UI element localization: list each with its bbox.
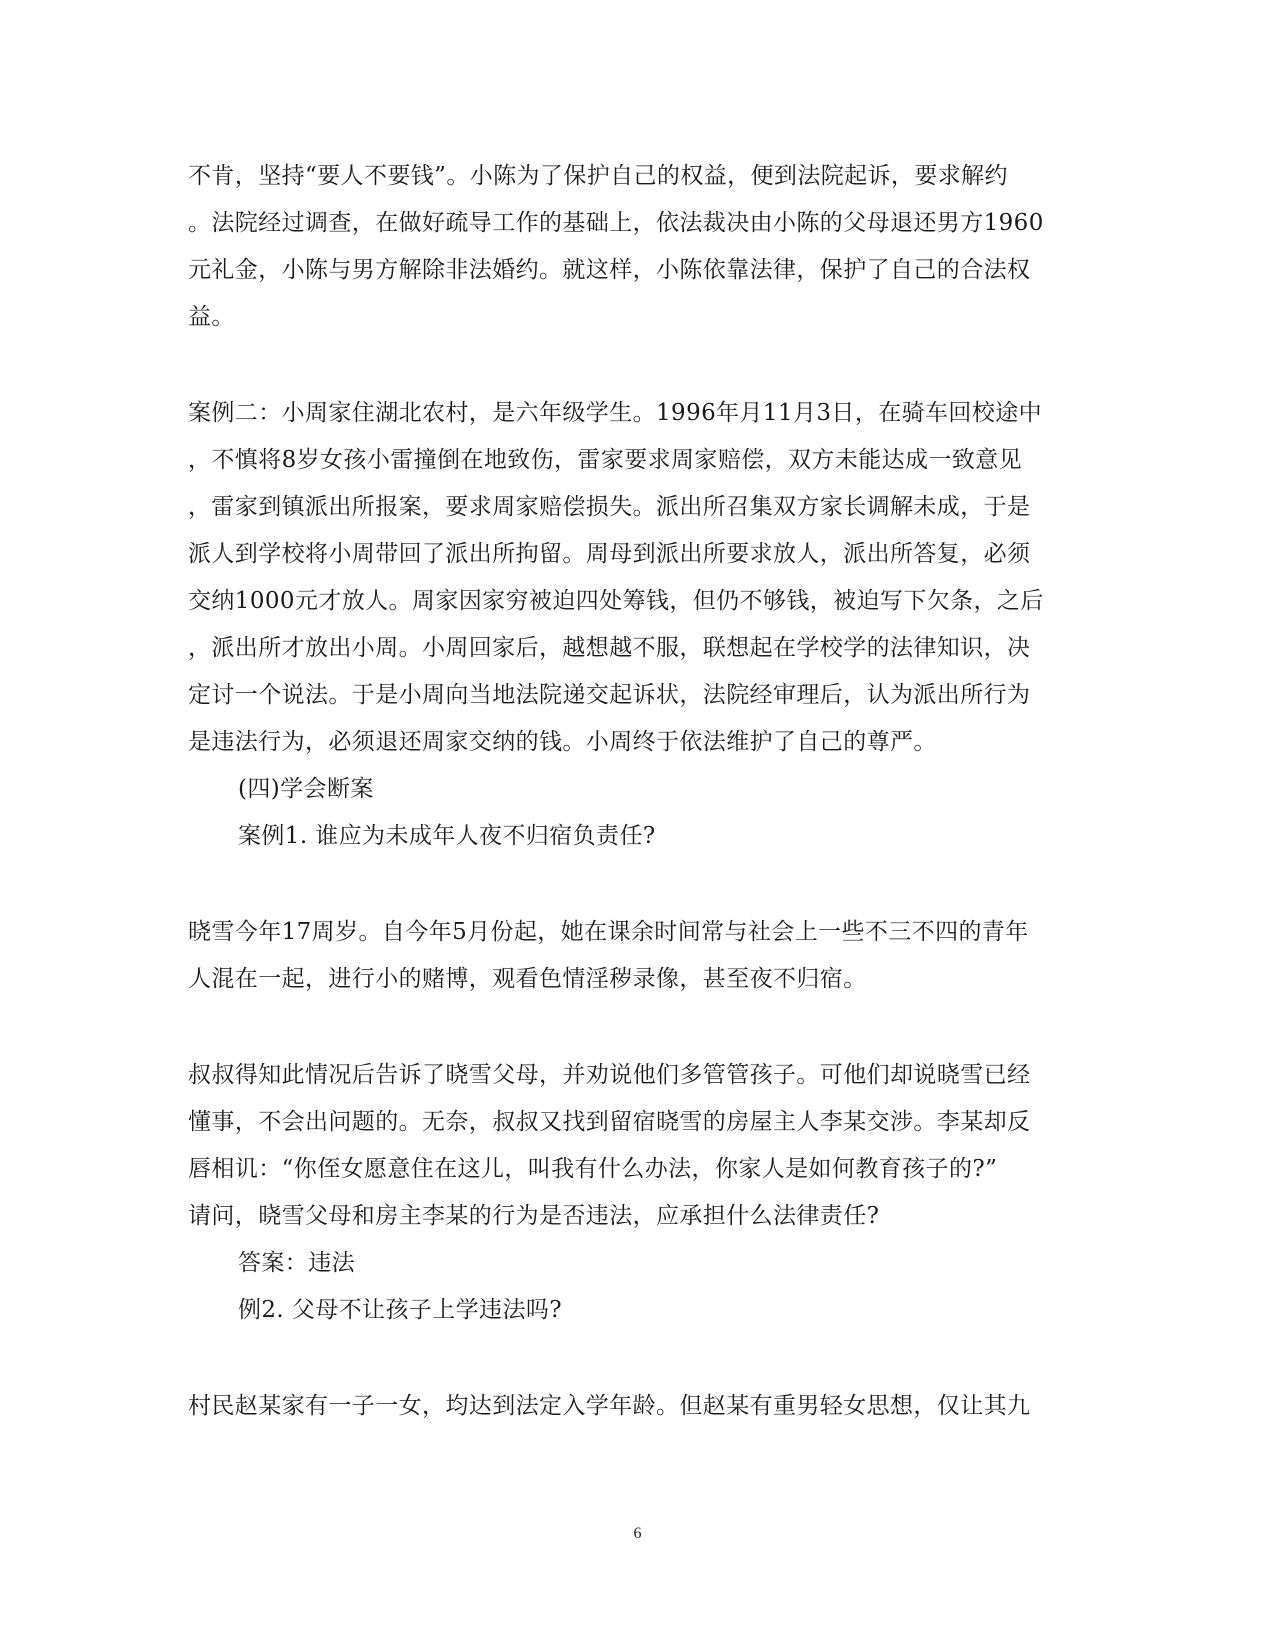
paragraph-line: 是违法行为，必须退还周家交纳的钱。小周终于依法维护了自己的尊严。	[188, 729, 937, 755]
case-title: 案例1. 谁应为未成年人夜不归宿负责任?	[238, 823, 656, 849]
paragraph-line: 派人到学校将小周带回了派出所拘留。周母到派出所要求放人，派出所答复，必须	[188, 541, 1031, 567]
paragraph-line: 懂事，不会出问题的。无奈，叔叔又找到留宿晓雪的房屋主人李某交涉。李某却反	[188, 1109, 1031, 1135]
paragraph-line: 唇相讥：“你侄女愿意住在这儿，叫我有什么办法，你家人是如何教育孩子的?”	[188, 1156, 998, 1182]
case-title: 例2. 父母不让孩子上学违法吗?	[238, 1297, 562, 1323]
paragraph-line: 案例二：小周家住湖北农村，是六年级学生。1996年月11月3日，在骑车回校途中	[188, 400, 1043, 426]
paragraph-line: 不肯，坚持“要人不要钱”。小陈为了保护自己的权益，便到法院起诉，要求解约	[188, 163, 1008, 189]
page-number: 6	[633, 1525, 642, 1542]
paragraph-line: 。法院经过调查，在做好疏导工作的基础上，依法裁决由小陈的父母退还男方1960	[188, 210, 1044, 236]
paragraph-line: 村民赵某家有一子一女，均达到法定入学年龄。但赵某有重男轻女思想，仅让其九	[188, 1393, 1031, 1419]
paragraph-line: 定讨一个说法。于是小周向当地法院递交起诉状，法院经审理后，认为派出所行为	[188, 682, 1031, 708]
paragraph-line: 晓雪今年17周岁。自今年5月份起，她在课余时间常与社会上一些不三不四的青年	[188, 919, 1029, 945]
paragraph-line: 人混在一起，进行小的赌博，观看色情淫秽录像，甚至夜不归宿。	[188, 966, 867, 992]
paragraph-line: 叔叔得知此情况后告诉了晓雪父母，并劝说他们多管管孩子。可他们却说晓雪已经	[188, 1062, 1031, 1088]
paragraph-line: 交纳1000元才放人。周家因家穷被迫四处筹钱，但仍不够钱，被迫写下欠条，之后	[188, 588, 1044, 614]
paragraph-line: ，派出所才放出小周。小周回家后，越想越不服，联想起在学校学的法律知识，决	[188, 635, 1031, 661]
paragraph-line: 请问，晓雪父母和房主李某的行为是否违法，应承担什么法律责任?	[188, 1203, 880, 1229]
paragraph-line: ，雷家到镇派出所报案，要求周家赔偿损失。派出所召集双方家长调解未成，于是	[188, 494, 1031, 520]
paragraph-line: ，不慎将8岁女孩小雷撞倒在地致伤，雷家要求周家赔偿，双方未能达成一致意见	[188, 447, 1023, 473]
answer-line: 答案：违法	[238, 1250, 355, 1276]
section-heading: (四)学会断案	[238, 776, 374, 802]
paragraph-line: 益。	[188, 304, 235, 330]
paragraph-line: 元礼金，小陈与男方解除非法婚约。就这样，小陈依靠法律，保护了自己的合法权	[188, 257, 1031, 283]
